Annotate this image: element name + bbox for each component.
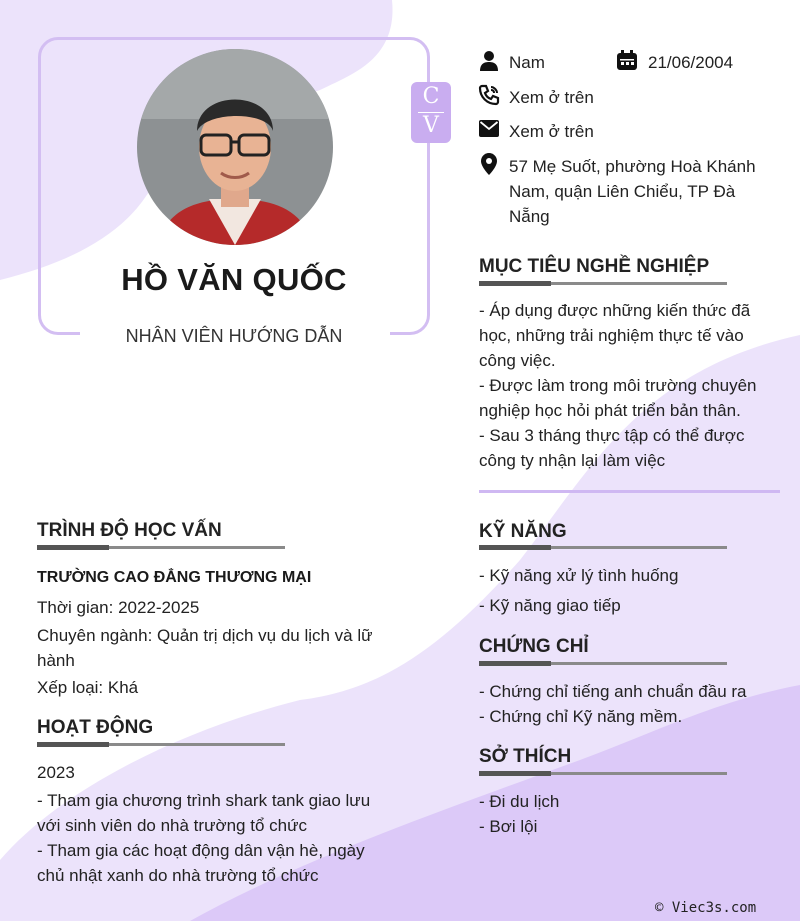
gender-value: Nam [509, 53, 545, 72]
cv-badge [411, 82, 451, 143]
candidate-role: NHÂN VIÊN HƯỚNG DẪN [125, 326, 343, 346]
certificates-item: - Chứng chỉ tiếng anh chuẩn đầu ra [479, 682, 747, 701]
email-icon [479, 120, 499, 137]
hobbies-title: SỞ THÍCH [479, 746, 572, 767]
candidate-name: HỒ VĂN QUỐC [121, 262, 347, 297]
activities-title: HOẠT ĐỘNG [37, 717, 154, 738]
education-rank: Xếp loại: Khá [37, 678, 139, 697]
education-title: TRÌNH ĐỘ HỌC VẤN [37, 520, 222, 541]
skills-item: - Kỹ năng xử lý tình huống [479, 566, 679, 585]
cv-badge-v: V [423, 113, 439, 138]
objective-line: - Áp dụng được những kiến thức đã [479, 301, 751, 320]
address-value [509, 154, 756, 229]
footer-credit: © Viec3s.com [655, 900, 757, 916]
certificates-underline [479, 662, 727, 665]
activities-underline [37, 743, 285, 746]
hobbies-underline [479, 772, 727, 775]
certificates-list [479, 679, 747, 729]
activities-year: 2023 [37, 763, 75, 782]
activities-line: chủ nhật xanh do nhà trường tổ chức [37, 866, 319, 885]
person-icon [479, 50, 499, 72]
address-line: 57 Mẹ Suốt, phường Hoà Khánh [509, 157, 756, 176]
objective-line: học, những trải nghiệm thực tế vào [479, 326, 744, 345]
certificates-title: CHỨNG CHỈ [479, 636, 589, 657]
education-underline [37, 546, 285, 549]
activities-line: - Tham gia các hoạt động dân vận hè, ngày [37, 841, 365, 860]
objective-line: - Được làm trong môi trường chuyên [479, 376, 757, 395]
objective-line: công việc. [479, 351, 556, 370]
calendar-icon [616, 49, 638, 71]
objective-line: công ty nhận lại làm việc [479, 451, 666, 470]
birthday-value: 21/06/2004 [648, 53, 734, 72]
education-major [37, 623, 373, 673]
location-pin-icon [481, 153, 497, 175]
skills-title: KỸ NĂNG [479, 521, 567, 542]
hobbies-list [479, 789, 559, 839]
activities-line: với sinh viên do nhà trường tổ chức [37, 816, 307, 835]
objective-line: - Sau 3 tháng thực tập có thể được [479, 426, 745, 445]
objective-text [479, 298, 756, 473]
avatar [137, 49, 333, 245]
skills-item: - Kỹ năng giao tiếp [479, 596, 621, 615]
cv-badge-c: C [422, 84, 440, 109]
hobbies-item: - Bơi lội [479, 817, 538, 836]
address-line: Nẵng [509, 207, 550, 226]
hobbies-item: - Đi du lịch [479, 792, 560, 811]
phone-icon [478, 84, 500, 106]
education-major-line: Chuyên ngành: Quản trị dịch vụ du lịch và lữ [37, 626, 373, 645]
school-name: TRƯỜNG CAO ĐẲNG THƯƠNG MẠI [37, 569, 312, 586]
education-time: Thời gian: 2022-2025 [37, 598, 200, 617]
activities-line: - Tham gia chương trình shark tank giao lưu [37, 791, 371, 810]
address-line: Nam, quận Liên Chiểu, TP Đà [509, 182, 736, 201]
email-value: Xem ở trên [509, 122, 594, 141]
avatar-photo-icon [137, 49, 333, 245]
skills-underline [479, 546, 727, 549]
objective-underline [479, 282, 727, 285]
phone-value: Xem ở trên [509, 88, 594, 107]
education-major-line: hành [37, 651, 75, 670]
certificates-item: - Chứng chỉ Kỹ năng mềm. [479, 707, 683, 726]
activities-text [37, 788, 370, 888]
right-column-divider [479, 490, 780, 493]
objective-line: nghiệp học hỏi phát triển bản thân. [479, 401, 741, 420]
objective-title: MỤC TIÊU NGHỀ NGHIỆP [479, 256, 710, 277]
